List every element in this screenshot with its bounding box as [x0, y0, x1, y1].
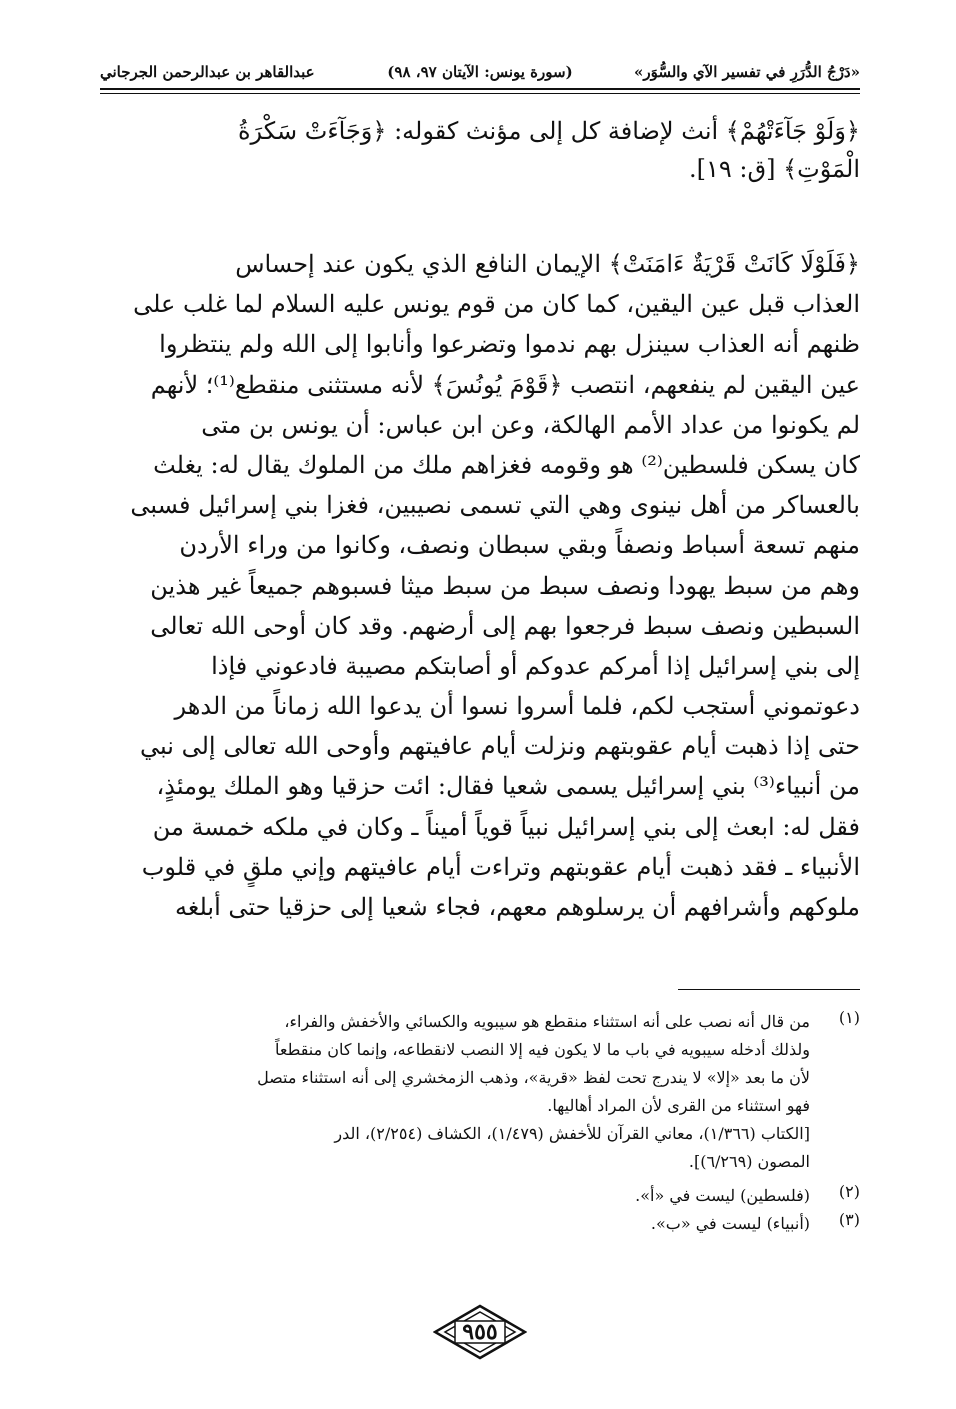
footnote-line: من قال أنه نصب على أنه استثناء منقطع هو سيبويه والكسائي والأخفش والفراء،: [284, 1012, 810, 1031]
text-line: كان يسكن فلسطين⁽²⁾ هو وقومه فغزاهم ملك من الملوك يقال له: يغلث: [153, 450, 860, 479]
footnote-line: ولذلك أدخله سيبويه في باب ما لا يكون فيه إلا النصب لانقطاعه، وإنما كان منقطعاً: [274, 1040, 810, 1059]
text-line: فقل له: ابعث إلى بني إسرائيل نبياً قوياً أميناً ـ وكان في ملكه خمسة من: [152, 812, 860, 841]
footnote-number: (٢): [838, 1182, 860, 1201]
footnote-number: (١): [838, 1008, 860, 1027]
page-number-ornament: [433, 1304, 527, 1360]
running-header: [100, 55, 860, 87]
text-line: وهم من سبط يهودا ونصف سبط من سبط ميثا فسبوهم جميعاً غير هذين: [150, 571, 860, 600]
footnote-line: (أنبياء) ليست في «ب».: [650, 1214, 810, 1233]
text-line: عين اليقين لم ينفعهم، انتصب ﴿قَوْمَ يُونُسَ﴾ لأنه مستثنى منقطع⁽¹⁾؛ لأنهم: [150, 370, 860, 399]
footnote-1: [100, 1008, 860, 1176]
text-line: ﴿فَلَوْلَا كَانَتْ قَرْيَةٌ ءَامَنَتْ﴾ الإيمان النافع الذي يكون عند إحساس: [235, 250, 860, 278]
book-title: «دَرْجُ الدُّرَرِ في تفسير الآي والسُّوَر»: [633, 63, 860, 81]
text-line: لم يكونوا من عداد الأمم الهالكة، وعن ابن عباس: أن يونس بن متى: [201, 410, 860, 439]
text-line: ظنهم أنه العذاب سينزل بهم ندموا وتضرعوا وأنابوا إلى الله ولم ينتظروا: [159, 330, 860, 359]
header-rule: [100, 88, 860, 90]
text-line: العذاب قبل عين اليقين، كما كان من قوم يونس عليه السلام لما غلب على: [133, 290, 860, 319]
footnote-line: [الكتاب (١/٣٦٦)، معاني القرآن للأخفش (١/٤٧٩)، الكشاف (٢/٢٥٤)، الدر: [334, 1124, 810, 1143]
surah-reference: (سورة يونس: الآيتان ٩٧، ٩٨): [387, 63, 573, 81]
footnote-2: [100, 1182, 860, 1210]
footnote-line: لأن ما بعد «إلا» لا يندرج تحت لفظ «قرية»، وذهب الزمخشري إلى أنه استثناء متصل: [257, 1068, 810, 1087]
text-line: منهم تسعة أسباط ونصفاً وبقي سبطان ونصف، وكانوا من وراء الأردن: [179, 531, 860, 560]
text-line: بالعساكر من أهل نينوى وهي التي تسمى نصيبين، فغزا بني إسرائيل فسبى: [130, 491, 860, 520]
text-line: حتى إذا ذهبت أيام عقوبتهم ونزلت أيام عافيتهم وأوحى الله تعالى إلى نبي: [140, 732, 860, 761]
footnote-separator: [678, 989, 860, 990]
footnotes: [100, 1008, 860, 1238]
text-line: السبطين ونصف سبط فرجعوا بهم إلى أرضهم. وقد كان أوحى الله تعالى: [150, 611, 860, 640]
text-line: الْمَوْتِ﴾ [ق: ١٩].: [688, 155, 860, 183]
paragraph-2: [100, 244, 860, 927]
text-line: دعوتموني أستجب لكم، فلما أسروا نسوا أن يدعوا الله زماناً من الدهر: [174, 692, 860, 721]
paragraph-1: [100, 112, 860, 188]
header-rule-thin: [100, 93, 860, 94]
footnote-line: المصون (٦/٢٦٩)].: [688, 1152, 810, 1171]
footnote-number: (٣): [838, 1210, 860, 1229]
text-line: ﴿وَلَوْ جَآءَتْهُمْ﴾ أنث لإضافة كل إلى مؤنث كقوله: ﴿وَجَآءَتْ سَكْرَةُ: [237, 117, 860, 145]
footnote-3: [100, 1210, 860, 1238]
text-line: إلى بني إسرائيل إذا أمركم عدوكم أو أصابتكم مصيبة فادعوني فإذا: [211, 651, 860, 680]
page-number: ٩٥٥: [462, 1319, 498, 1345]
text-line: من أنبياء⁽³⁾ بني إسرائيل يسمى شعيا فقال: ائت حزقيا وهو الملك يومئذٍ،: [156, 772, 860, 801]
footnote-line: فهو استثناء من القرى لأن المراد أهاليها.: [547, 1096, 810, 1115]
footnote-line: (فلسطين) ليست في «أ».: [635, 1186, 810, 1205]
text-line: الأنبياء ـ فقد ذهبت أيام عقوبتهم وتراءت أيام عافيتهم وإني ملقٍ في قلوب: [141, 852, 860, 881]
author-name: عبدالقاهر بن عبدالرحمن الجرجاني: [100, 63, 315, 81]
text-line: ملوكهم وأشرافهم أن يرسلوهم معهم، فجاء شعيا إلى حزقيا حتى أبلغه: [175, 893, 860, 921]
